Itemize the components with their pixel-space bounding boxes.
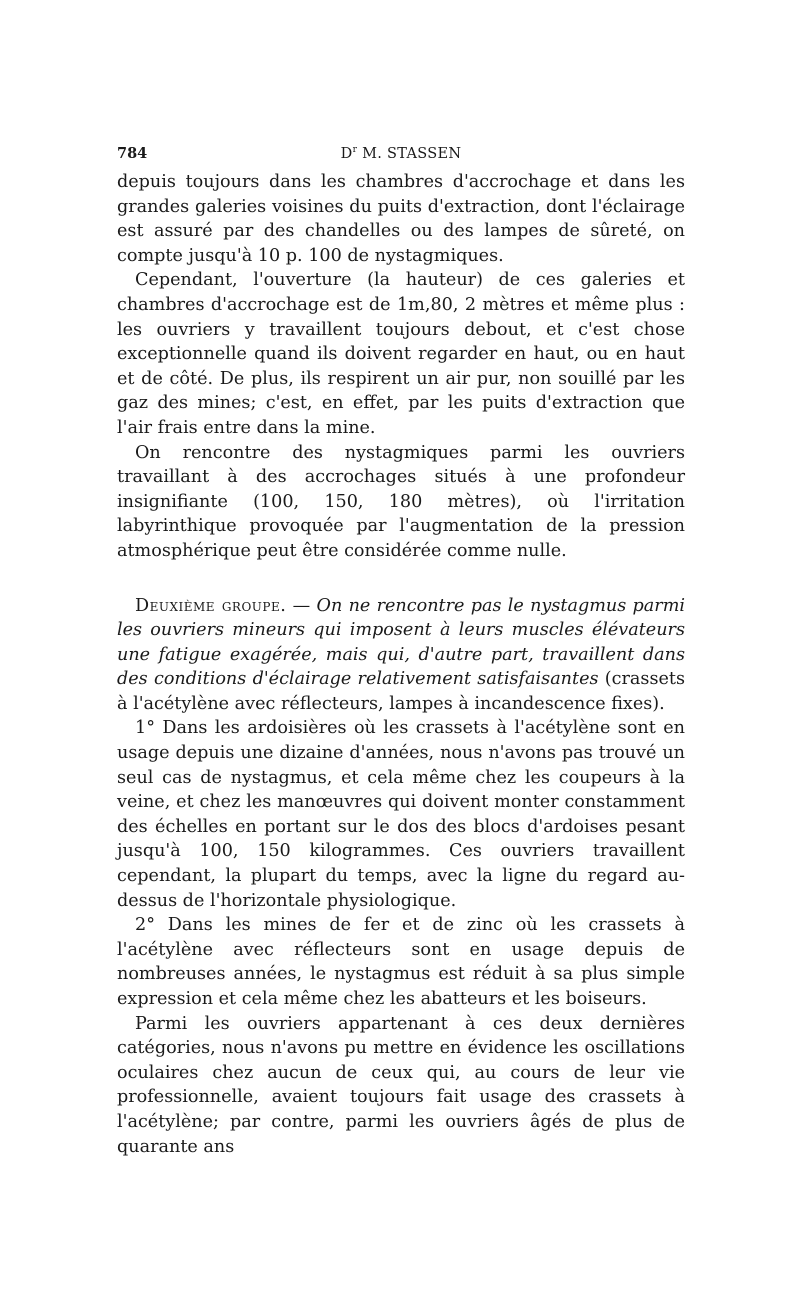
page-number: 784: [117, 144, 148, 162]
paragraph-item-1: 1° Dans les ardoisières où les crassets à l'acétylène sont en usage depuis une dizaine d'années, nous n'avons pas trouvé un seul cas de nystagmus, et cela même chez les coupeurs à la veine, et chez les manœuvres qui doivent monter constamment des échelles en portant sur le dos des blocs d'ardoises pesant jusqu'à 100, 150 kilogrammes. Ces ouvriers travaillent cependant, la plupart du temps, avec la ligne du regard au-dessus de l'horizontale physiologique.: [117, 718, 685, 911]
paragraph-item-2: 2° Dans les mines de fer et de zinc où les crassets à l'acétylène avec réflecteurs sont en usage depuis de nombreuses années, le nystagmus est réduit à sa plus simple expression et cela même chez les abatteurs et les boiseurs.: [117, 915, 685, 1009]
section-label: Deuxième groupe.: [135, 595, 287, 616]
section-gap: [117, 564, 685, 594]
paragraph-1: depuis toujours dans les chambres d'accrochage et dans les grandes galeries voisines du puits d'extraction, dont l'éclairage est assuré par des chandelles ou des lampes de sûreté, on compte jusqu'à 10 p. 100 de nystagmiques.: [117, 172, 685, 266]
author-prefix-superscript: r: [352, 145, 358, 155]
paragraph-3: On rencontre des nystagmiques parmi les ouvriers travaillant à des accrochages situés à une profondeur insignifiante (100, 150, 180 mètres), où l'irritation labyrinthique provoquée par l'augmentation de la pression atmosphérique peut être considérée comme nulle.: [117, 442, 685, 561]
author-prefix: D: [340, 145, 353, 162]
section-italic-statement: On ne rencontre pas le nystagmus parmi les ouvriers mineurs qui imposent à leurs muscles élévateurs une fatigue exagérée, mais qui, d'autre part, travaillent dans des conditions d'éclairage relativement satisfaisantes: [117, 595, 685, 690]
document-page: [117, 138, 685, 1159]
paragraph-2: Cependant, l'ouverture (la hauteur) de ces galeries et chambres d'accrochage est de 1m,80, 2 mètres et même plus : les ouvriers y travaillent toujours debout, et c'est chose exceptionnelle quand ils doivent regarder en haut, ou en haut et de côté. De plus, ils respirent un air pur, non souillé par les gaz des mines; c'est, en effet, par les puits d'extraction que l'air frais entre dans la mine.: [117, 270, 685, 438]
running-head: [177, 138, 625, 166]
section-dash: —: [286, 595, 317, 616]
section-paragraph-deuxieme-groupe: [117, 594, 685, 717]
paragraph-7: Parmi les ouvriers appartenant à ces deux dernières catégories, nous n'avons pu mettre en évidence les oscillations oculaires chez aucun de ceux qui, au cours de leur vie professionnelle, avaient toujours fait usage des crassets à l'acétylène; par contre, parmi les ouvriers âgés de plus de quarante ans: [117, 1013, 685, 1157]
author-name: M. STASSEN: [357, 145, 462, 162]
section-parenthetical: (crassets à l'acétylène avec réflecteurs, lampes à incandescence fixes).: [117, 669, 685, 714]
page-header: [117, 138, 685, 168]
